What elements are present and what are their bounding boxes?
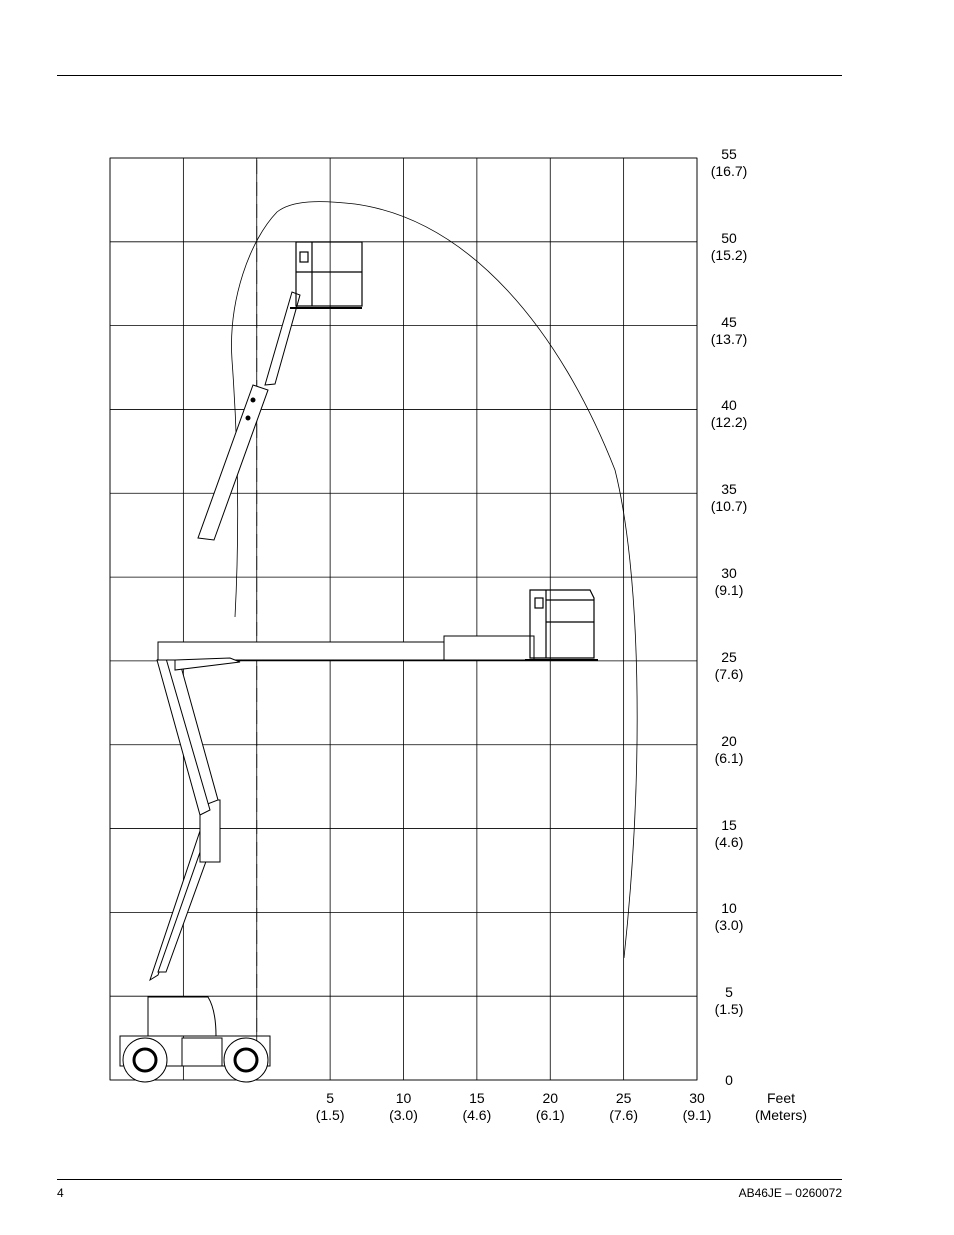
x-tick-label	[667, 1090, 727, 1124]
x-tick-feet: 15	[469, 1090, 485, 1106]
x-tick-feet: 20	[542, 1090, 559, 1106]
x-tick-label	[520, 1090, 580, 1124]
y-tick-label	[699, 900, 759, 934]
y-tick-feet: 45	[721, 313, 737, 330]
x-tick-feet: 30	[689, 1090, 705, 1106]
basket-lowered	[525, 590, 598, 660]
y-tick-label	[699, 649, 759, 683]
x-tick-meters: (4.6)	[462, 1107, 492, 1123]
x-tick-label	[374, 1090, 434, 1124]
x-unit-meters: (Meters)	[754, 1107, 808, 1123]
y-tick-label	[699, 230, 759, 264]
y-tick-meters: (1.5)	[714, 1001, 744, 1018]
y-tick-label	[699, 146, 759, 180]
y-tick-label	[699, 481, 759, 515]
x-tick-meters: (7.6)	[609, 1107, 639, 1123]
y-tick-feet: 50	[721, 229, 737, 246]
y-tick-feet: 35	[721, 481, 737, 498]
x-tick-label	[300, 1090, 360, 1124]
y-tick-meters: (15.2)	[710, 246, 748, 263]
x-unit-feet: Feet	[766, 1090, 795, 1106]
y-tick-label	[699, 397, 759, 431]
y-tick-meters: (3.0)	[714, 917, 744, 934]
y-tick-label	[699, 733, 759, 767]
y-tick-feet: 15	[721, 816, 737, 833]
x-tick-meters: (3.0)	[389, 1107, 418, 1123]
y-tick-meters: (12.2)	[710, 414, 748, 431]
y-tick-label	[699, 984, 759, 1018]
x-tick-label	[447, 1090, 507, 1124]
y-tick-feet: 5	[725, 984, 733, 1001]
main-boom-horizontal	[158, 636, 534, 670]
y-tick-meters: (4.6)	[714, 833, 744, 850]
y-tick-feet: 25	[721, 648, 737, 665]
y-tick-feet: 40	[721, 397, 737, 414]
y-tick-label	[699, 817, 759, 851]
machine-base	[120, 997, 270, 1082]
y-tick-feet: 30	[721, 565, 737, 582]
y-tick-feet: 20	[721, 732, 737, 749]
y-tick-meters: (9.1)	[714, 582, 744, 599]
chart-grid	[110, 158, 697, 1080]
x-tick-feet: 25	[615, 1090, 632, 1106]
y-tick-label	[699, 1072, 759, 1089]
x-tick-label	[594, 1090, 654, 1124]
y-tick-feet: 55	[721, 146, 737, 162]
bottom-rule	[57, 1179, 842, 1180]
jib-raised	[198, 292, 300, 540]
x-axis-unit	[751, 1090, 811, 1124]
x-tick-feet: 5	[326, 1090, 335, 1106]
x-tick-meters: (1.5)	[315, 1107, 345, 1123]
y-tick-label	[699, 314, 759, 348]
y-tick-meters: (16.7)	[710, 163, 748, 179]
x-tick-meters: (6.1)	[535, 1107, 565, 1123]
y-tick-meters: (13.7)	[710, 330, 748, 347]
y-tick-label	[699, 565, 759, 599]
y-tick-meters: (10.7)	[710, 498, 748, 515]
y-tick-feet: 0	[725, 1072, 733, 1088]
y-tick-meters: (7.6)	[714, 665, 744, 682]
y-tick-feet: 10	[721, 900, 737, 917]
y-tick-meters: (6.1)	[714, 749, 744, 766]
x-tick-feet: 10	[395, 1090, 412, 1106]
basket-raised	[290, 242, 362, 308]
x-tick-meters: (9.1)	[682, 1107, 712, 1123]
lower-boom	[150, 645, 220, 980]
page-number: 4	[57, 1186, 64, 1200]
document-id: AB46JE – 0260072	[738, 1186, 842, 1200]
